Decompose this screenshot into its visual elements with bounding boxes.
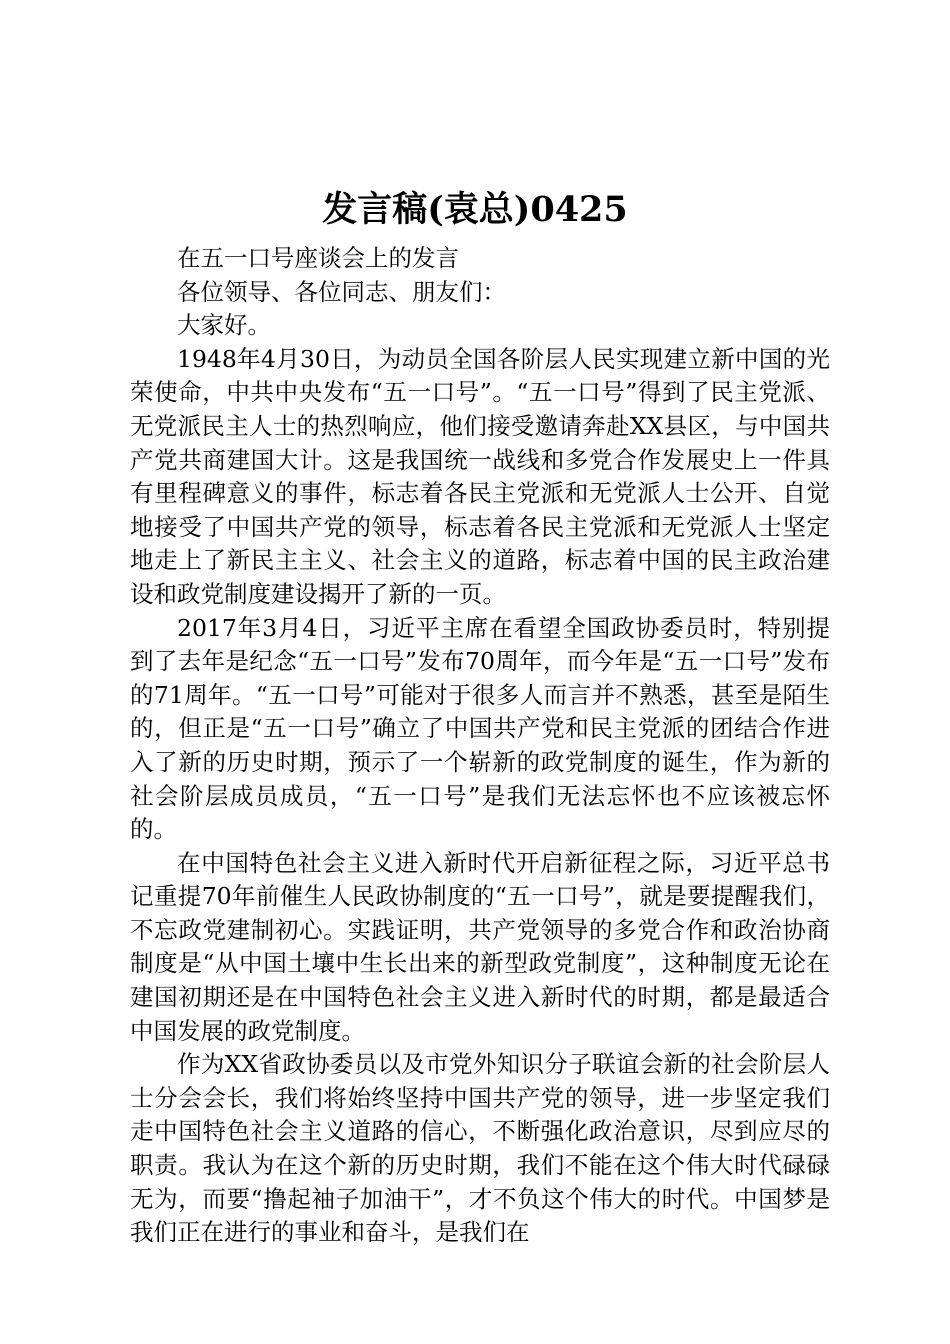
paragraph-greeting: 大家好。 [177, 311, 271, 340]
paragraph-commitment: 作为XX省政协委员以及市党外知识分子联谊会新的社会阶层人士分会会长，我们将始终坚持中国共产党的领导，进一步坚定我们走中国特色社会主义道路的信心，不断强化政治意识，尽到应尽的职责。我认为在这个新的历史时期，我们不能在这个伟大时代碌碌无为，而要“撸起袖子加油干”，才不负这个伟大的时代。中国梦是我们正在进行的事业和奋斗，是我们在 [130, 1050, 830, 1247]
document-title: 发言稿(袁总)0425 [322, 189, 628, 230]
paragraph-new-era: 在中国特色社会主义进入新时代开启新征程之际，习近平总书记重提70年前催生人民政协制度的“五一口号”，就是要提醒我们，不忘政党建制初心。实践证明，共产党领导的多党合作和政治协商制度是“从中国土壤中生长出来的新型政党制度”，这种制度无论在建国初期还是在中国特色社会主义进入新时代的时期，都是最适合中国发展的政党制度。 [130, 848, 830, 1045]
paragraph-salutation: 各位领导、各位同志、朋友们： [177, 277, 506, 306]
document-body [130, 242, 830, 1250]
paragraph-2017-speech: 2017年3月4日，习近平主席在看望全国政协委员时，特别提到了去年是纪念“五一口号”发布70周年，而今年是“五一口号”发布的71周年。“五一口号”可能对于很多人而言并不熟悉，甚至是陌生的，但正是“五一口号”确立了中国共产党和民主党派的团结合作进入了新的历史时期，预示了一个崭新的政党制度的诞生，作为新的社会阶层成员成员，“五一口号”是我们无法忘怀也不应该被忘怀的。 [130, 613, 830, 844]
paragraph-heading: 在五一口号座谈会上的发言 [177, 244, 459, 272]
paragraph-1948-history: 1948年4月30日，为动员全国各阶层人民实现建立新中国的光荣使命，中共中央发布“五一口号”。“五一口号”得到了民主党派、无党派民主人士的热烈响应，他们接受邀请奔赴XX县区，与中国共产党共商建国大计。这是我国统一战线和多党合作发展史上一件具有里程碑意义的事件，标志着各民主党派和无党派人士公开、自觉地接受了中国共产党的领导，标志着各民主党派和无党派人士坚定地走上了新民主主义、社会主义的道路，标志着中国的民主政治建设和政党制度建设揭开了新的一页。 [130, 344, 830, 608]
